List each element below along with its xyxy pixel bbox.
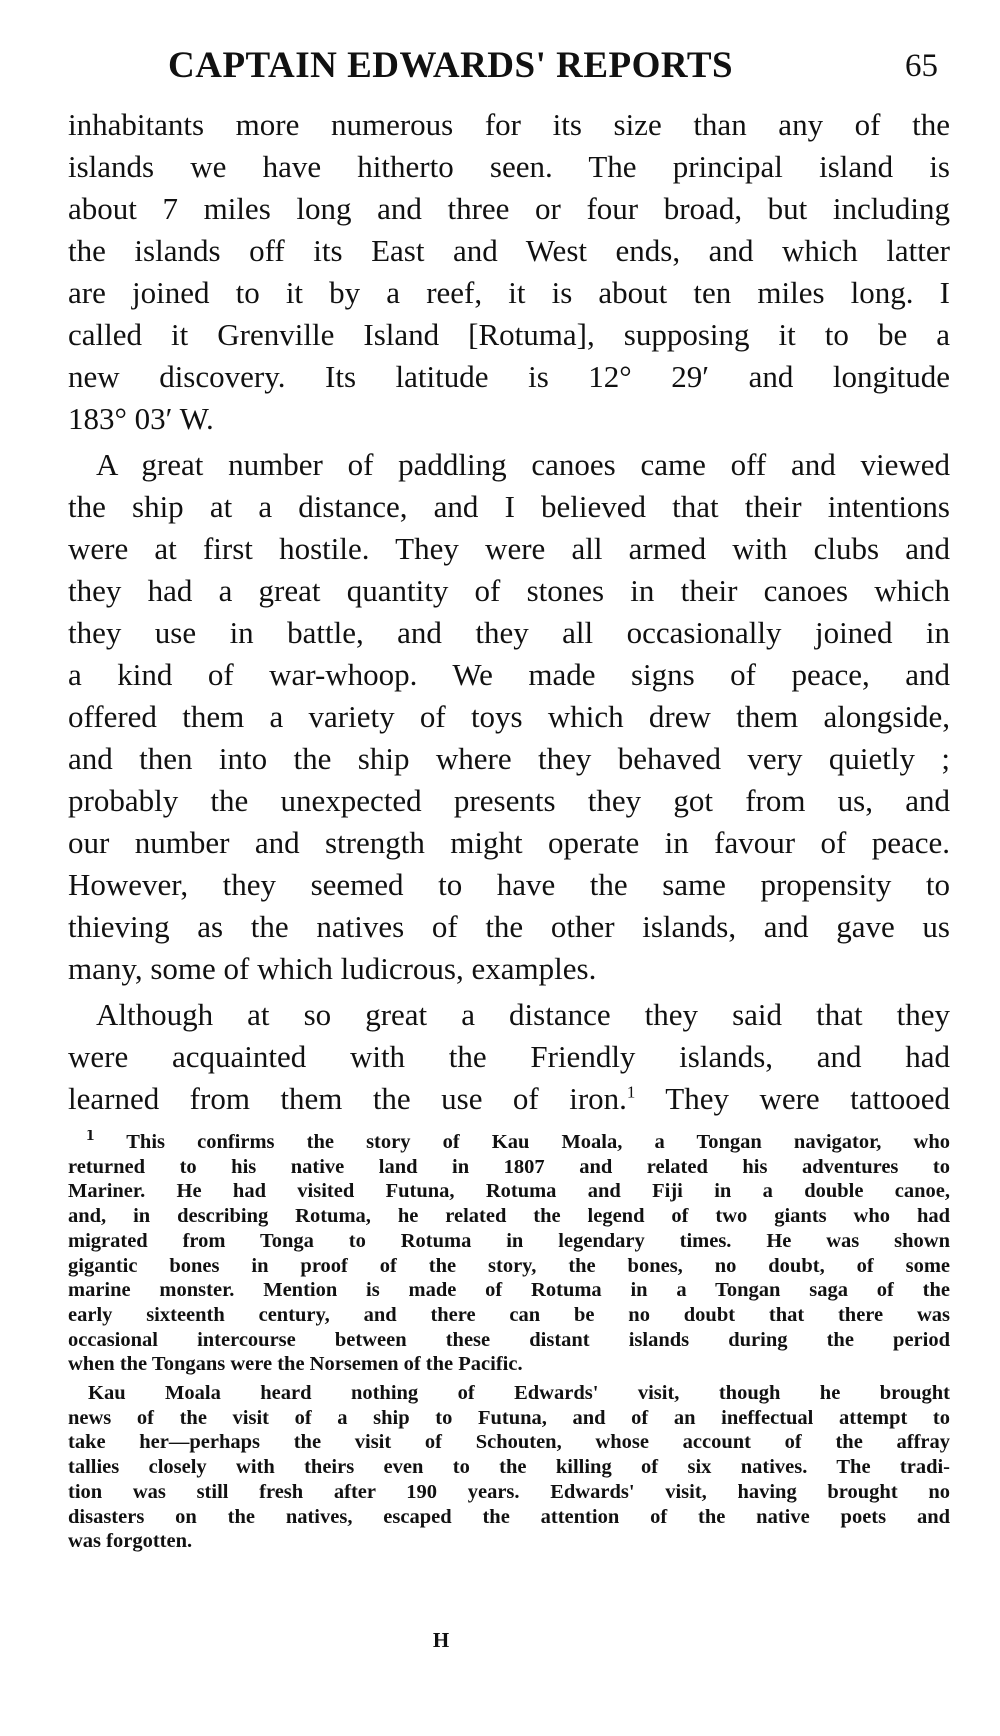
footnote-reference: 1	[626, 1082, 636, 1102]
text-line: our number and strength might operate in favour of peace.	[68, 825, 950, 860]
text-line: new discovery. Its latitude is 12° 29′ and longitude	[68, 359, 950, 394]
text-line: the islands off its East and West ends, and which latter	[68, 233, 950, 268]
running-title: CAPTAIN EDWARDS' REPORTS	[168, 45, 734, 86]
text-line: and then into the ship where they behaved very quietly ;	[68, 741, 950, 776]
text-line: 183° 03′ W.	[68, 401, 214, 436]
text-line: were at first hostile. They were all armed with clubs and	[68, 531, 950, 566]
page-number: 65	[905, 48, 938, 84]
text-line: tion was still fresh after 190 years. Edwards' visit, having brought no	[68, 1480, 950, 1503]
text-line	[68, 1130, 950, 1155]
text-line: they had a great quantity of stones in their canoes which	[68, 573, 950, 608]
body-text	[68, 104, 950, 1120]
text-line: when the Tongans were the Norsemen of the Pacific.	[68, 1353, 523, 1376]
footnote-marker: 1	[86, 1130, 95, 1145]
text-line: are joined to it by a reef, it is about ten miles long. I	[68, 275, 950, 310]
text-segment: They were tattooed	[635, 1081, 950, 1116]
text-line: about 7 miles long and three or four broad, but including	[68, 191, 950, 226]
text-line: and, in describing Rotuma, he related the legend of two giants who had	[68, 1205, 950, 1228]
text-line: gigantic bones in proof of the story, the bones, no doubt, of some	[68, 1254, 950, 1277]
text-line: called it Grenville Island [Rotuma], supposing it to be a	[68, 317, 950, 352]
text-line: take her—perhaps the visit of Schouten, whose account of the affray	[68, 1431, 950, 1454]
paragraph	[68, 104, 950, 440]
text-line: probably the unexpected presents they got from us, and	[68, 783, 950, 818]
footnote-continuation	[68, 1381, 950, 1554]
text-line: occasional intercourse between these distant islands during the period	[68, 1328, 950, 1351]
text-line: a kind of war-whoop. We made signs of peace, and	[68, 657, 950, 692]
signature-mark: H	[432, 1628, 450, 1652]
text-line: was forgotten.	[68, 1530, 193, 1553]
book-page	[68, 44, 950, 1558]
text-line: were acquainted with the Friendly islands, and had	[68, 1039, 950, 1074]
text-line: A great number of paddling canoes came off and viewed	[96, 447, 950, 482]
text-segment: This confirms the story of Kau Moala, a Tongan navigator, who	[126, 1131, 950, 1153]
running-header	[68, 44, 950, 104]
footnotes	[68, 1130, 950, 1554]
text-line: Although at so great a distance they said that they	[96, 997, 950, 1032]
text-line: inhabitants more numerous for its size than any of the	[68, 107, 950, 142]
text-line: marine monster. Mention is made of Rotuma in a Tongan saga of the	[68, 1279, 950, 1302]
text-line: Mariner. He had visited Futuna, Rotuma and Fiji in a double canoe,	[68, 1180, 950, 1203]
text-line: disasters on the natives, escaped the attention of the native poets and	[68, 1505, 950, 1528]
text-line: many, some of which ludicrous, examples.	[68, 951, 597, 986]
text-segment: learned from them the use of iron.	[68, 1081, 627, 1116]
text-line: they use in battle, and they all occasionally joined in	[68, 615, 950, 650]
paragraph	[68, 444, 950, 990]
text-line: early sixteenth century, and there can be no doubt that there was	[68, 1303, 950, 1326]
paragraph	[68, 994, 950, 1120]
text-line: news of the visit of a ship to Futuna, and of an ineffectual attempt to	[68, 1406, 950, 1429]
text-line: Kau Moala heard nothing of Edwards' visit, though he brought	[88, 1382, 950, 1405]
text-line: returned to his native land in 1807 and related his adventures to	[68, 1155, 950, 1178]
text-line: the ship at a distance, and I believed that their intentions	[68, 489, 950, 524]
footnote	[68, 1130, 950, 1377]
text-line: migrated from Tonga to Rotuma in legendary times. He was shown	[68, 1229, 950, 1252]
text-line: However, they seemed to have the same propensity to	[68, 867, 950, 902]
text-line: offered them a variety of toys which drew them alongside,	[68, 699, 950, 734]
text-line: thieving as the natives of the other islands, and gave us	[68, 909, 950, 944]
text-line-with-note	[68, 1078, 950, 1120]
text-line: tallies closely with theirs even to the killing of six natives. The tradi-	[68, 1456, 950, 1479]
text-line: islands we have hitherto seen. The principal island is	[68, 149, 950, 184]
